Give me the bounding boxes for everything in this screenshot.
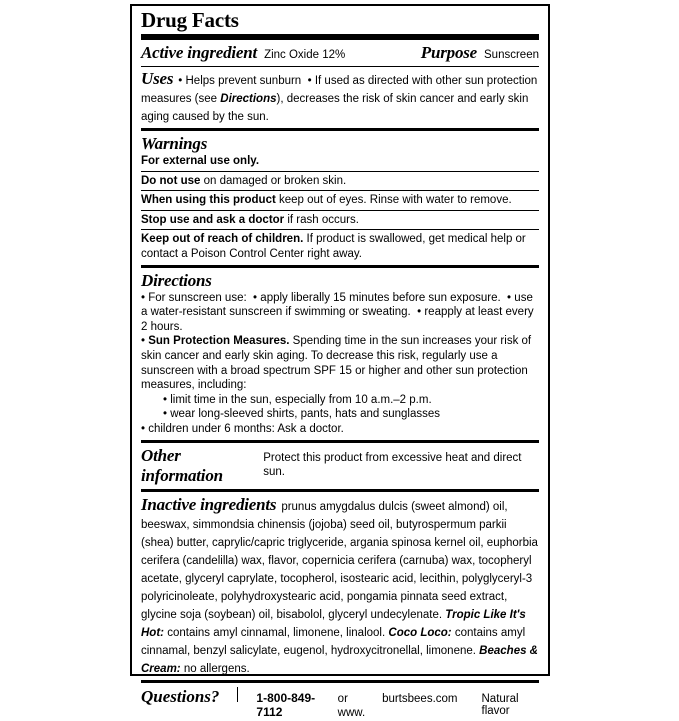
sun-protection-heading: Sun Protection Measures. (148, 335, 290, 348)
do-not-use-text: on damaged or broken skin. (203, 174, 347, 187)
questions-heading: Questions? (141, 686, 220, 706)
variant-3-name: Beaches & Cream: (141, 644, 538, 675)
divider-warn-4 (141, 229, 539, 230)
purpose-heading: Purpose (420, 43, 478, 63)
active-ingredient-heading: Active ingredient (141, 43, 258, 63)
uses-heading: Uses (141, 69, 174, 89)
directions-sub-1-text: limit time in the sun, especially from 10 a.m.–2 p.m. (170, 393, 432, 406)
when-using-text: keep out of eyes. Rinse with water to remove. (279, 194, 512, 207)
variant-2-text: contains amyl cinnamal, benzyl salicylate, eugenol, hydroxycitronellal, limonene. (141, 626, 526, 657)
divider-before-questions (141, 680, 539, 683)
uses-section (141, 69, 539, 125)
warnings-external-use: For external use only. (141, 155, 260, 168)
variant-3-text: no allergens. (183, 662, 250, 675)
directions-section (141, 271, 539, 437)
inactive-ingredients-text (141, 501, 538, 675)
uses-bullet-2-post: ), decreases the risk of skin cancer and early skin aging caused by the sun. (141, 93, 529, 124)
inactive-ingredients-section (141, 495, 539, 677)
directions-bullet-3-text: children under 6 months: Ask a doctor. (148, 422, 344, 435)
divider-thick-top (141, 34, 539, 40)
page-title: Drug Facts (141, 8, 239, 32)
variant-2-name: Coco Loco: (388, 626, 452, 639)
active-ingredient-row (141, 43, 539, 63)
warnings-heading: Warnings (141, 134, 208, 154)
variant-1-text: contains amyl cinnamal, limonene, linalool. (167, 626, 386, 639)
warnings-do-not-use (141, 174, 539, 189)
directions-sub-2: • wear long-sleeved shirts, pants, hats and sunglasses (163, 408, 440, 421)
other-information-section (141, 446, 539, 486)
divider-warn-2 (141, 190, 539, 191)
vertical-separator (237, 687, 238, 702)
purpose-value: Sunscreen (484, 49, 539, 62)
directions-bullet-1: • For sunscreen use: • apply liberally 15 minutes before sun exposure. • use a water-resistant sunscreen if swimming or sweating. • reapply at least every 2 hours. (141, 291, 534, 333)
inactive-list: prunus amygdalus dulcis (sweet almond) oil, beeswax, simmondsia chinensis (jojoba) seed oil, butyrospermum parkii (shea) butter, caprylic/capric triglyceride, argania spinosa kernel oil, euphorbia cerifera (candelilla) wax, flavor, copernicia cerifera (carnuba) wax, tocopheryl acetate, glyceryl caprylate, tocopherol, isostearic acid, lecithin, polyglyceryl-3 polyricinoleate, polyhydroxystearic acid, pongamia pinnata seed extract, glycine soja (soybean) oil, bisabolol, glyceryl undecylenate. (141, 500, 538, 621)
warnings-stop-use (141, 213, 539, 228)
divider-after-active (141, 66, 539, 67)
variant-1-name: Tropic Like It's Hot: (141, 608, 526, 639)
sunscreen-use-b: use a water-resistant sunscreen if swimming or sweating. (141, 291, 533, 319)
directions-bullet-2: • Sun Protection Measures. Spending time in the sun increases your risk of skin cancer and early skin aging. To decrease this risk, regularly use a sunscreen with a broad spectrum SPF 15 or higher and other sun protection measures, including: (141, 335, 532, 392)
sun-protection-text: Spending time in the sun increases your risk of skin cancer and early skin aging. To decrease this risk, regularly use a sunscreen with a broad spectrum SPF 15 or higher and other sun protection measures, including: (141, 335, 532, 392)
website-prefix: or www. (337, 692, 366, 720)
divider-before-directions (141, 265, 539, 268)
divider-warn-3 (141, 210, 539, 211)
keep-out-heading: Keep out of reach of children. (141, 233, 304, 246)
uses-bullet-2-emphasis: Directions (220, 93, 277, 106)
stop-use-text: if rash occurs. (287, 213, 359, 226)
active-ingredient-value: Zinc Oxide 12% (264, 49, 346, 62)
uses-bullet-2-pre: If used as directed with other sun protection measures (see (141, 75, 538, 106)
directions-sub-1: • limit time in the sun, especially from 10 a.m.–2 p.m. (163, 393, 432, 406)
drug-facts-panel (130, 4, 550, 720)
warnings-when-using (141, 193, 539, 208)
warnings-keep-out (141, 232, 539, 261)
warnings-section (141, 134, 539, 262)
directions-sub-2-text: wear long-sleeved shirts, pants, hats and sunglasses (170, 408, 440, 421)
keep-out-text: If product is swallowed, get medical help or contact a Poison Control Center right away. (141, 233, 526, 261)
divider-before-warnings (141, 128, 539, 131)
when-using-heading: When using this product (141, 194, 276, 207)
other-information-text: Protect this product from excessive heat and direct sun. (263, 451, 522, 479)
website-link[interactable]: burtsbees.com (382, 692, 458, 705)
divider-before-other-info (141, 440, 539, 443)
phone-number[interactable]: 1-800-849-7112 (256, 690, 316, 719)
inactive-ingredients-heading: Inactive ingredients (141, 494, 277, 514)
sunscreen-use-a: apply liberally 15 minutes before sun exposure. (260, 291, 501, 304)
sunscreen-use-label: For sunscreen use: (148, 291, 247, 304)
uses-text: • Helps prevent sunburn • If used as directed with other sun protection measures (see Directions), decreases the risk of skin cancer and early skin aging caused by the sun. (141, 75, 538, 124)
sunscreen-use-c: reapply at least every 2 hours. (141, 306, 534, 333)
directions-heading: Directions (141, 270, 212, 290)
questions-section (141, 687, 539, 721)
uses-bullet-1: Helps prevent sunburn (185, 75, 302, 88)
stop-use-heading: Stop use and ask a doctor (141, 213, 285, 226)
divider-before-inactive (141, 489, 539, 492)
natural-flavor-note: Natural flavor (481, 692, 519, 717)
divider-warn-1 (141, 171, 539, 172)
do-not-use-heading: Do not use (141, 174, 201, 187)
other-information-heading: Other information (141, 445, 223, 485)
directions-bullet-3: • children under 6 months: Ask a doctor. (141, 422, 344, 435)
